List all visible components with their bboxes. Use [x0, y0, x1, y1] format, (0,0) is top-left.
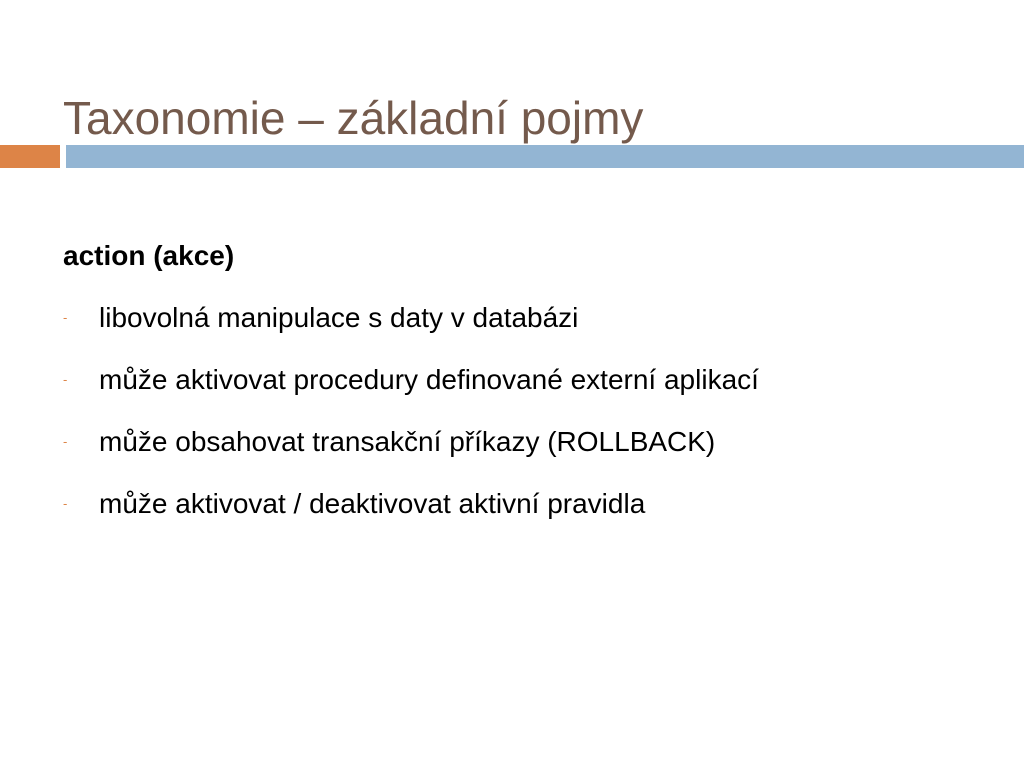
bullet-item [63, 418, 963, 466]
bullet-item [63, 356, 963, 404]
section-heading: action (akce) [63, 240, 235, 271]
bullet-item [63, 294, 963, 342]
dash-bullet-icon: - [63, 372, 68, 387]
title-accent-bar-blue [66, 145, 1024, 168]
bullet-list [63, 294, 963, 542]
dash-bullet-icon: - [63, 496, 68, 511]
bullet-text: může obsahovat transakční příkazy (ROLLBACK) [99, 426, 716, 457]
slide-title: Taxonomie – základní pojmy [63, 92, 644, 144]
dash-bullet-icon: - [63, 310, 68, 325]
bullet-text: libovolná manipulace s daty v databázi [99, 302, 579, 333]
title-accent-bar-orange [0, 145, 60, 168]
bullet-text: může aktivovat procedury definované externí aplikací [99, 364, 759, 395]
dash-bullet-icon: - [63, 434, 68, 449]
bullet-item [63, 480, 963, 528]
bullet-text: může aktivovat / deaktivovat aktivní pravidla [99, 488, 646, 519]
